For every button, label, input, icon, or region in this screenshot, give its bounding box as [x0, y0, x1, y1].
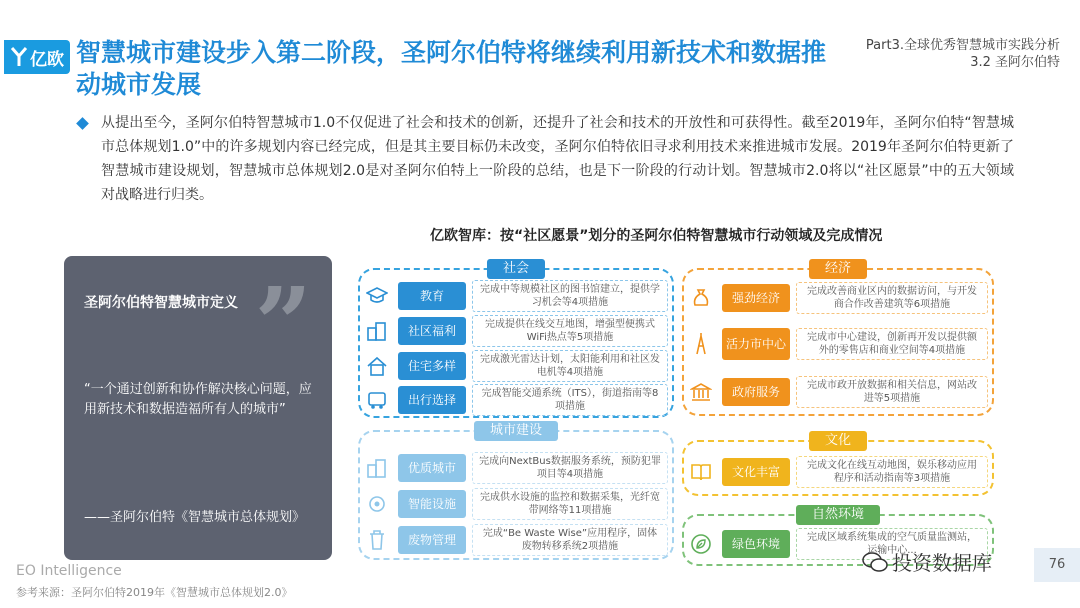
footer-reference: 参考来源：圣阿尔伯特2019年《智慧城市总体规划2.0》 — [16, 586, 293, 599]
desc-green-environment: 完成区域系统集成的空气质量监测站，运输中心... — [796, 528, 988, 560]
part-label: Part3.全球优秀智慧城市实践分析 — [865, 38, 1060, 53]
panel-label-culture: 文化 — [809, 431, 867, 451]
intro-paragraph — [74, 111, 1014, 207]
desc-culture-rich: 完成文化在线互动地图，娱乐移动应用程序和活动指南等3项措施 — [796, 456, 988, 488]
quote-mark-icon: ” — [254, 265, 312, 383]
tag-quality-city: 优质城市 — [398, 454, 466, 482]
desc-community-welfare: 完成提供在线交互地图，增强型便携式WiFi热点等5项措施 — [472, 315, 668, 347]
panel-culture — [682, 433, 994, 496]
chart-title: 亿欧智库：按“社区愿景”划分的圣阿尔伯特智慧城市行动领域及完成情况 — [430, 228, 883, 244]
desc-quality-city: 完成向NextBus数据服务系统，预防犯罪项目等4项措施 — [472, 452, 668, 484]
panel-label-urban: 城市建设 — [474, 421, 558, 441]
desc-waste-management: 完成“Be Waste Wise”应用程序，固体废物转移系统2项措施 — [472, 524, 668, 556]
money-bag-icon — [688, 285, 714, 311]
tag-smart-facility: 智能设施 — [398, 490, 466, 518]
tower-icon — [688, 331, 714, 357]
logo-text: 亿欧 — [30, 49, 64, 70]
panel-social — [358, 261, 674, 418]
desc-education: 完成中等规模社区的图书馆建立，提供学习机会等4项措施 — [472, 280, 668, 312]
definition-card — [64, 256, 332, 560]
desc-government-service: 完成市政开放数据和相关信息，网站改进等5项措施 — [796, 376, 988, 408]
tag-vibrant-downtown: 活力市中心 — [722, 328, 790, 360]
wechat-icon — [862, 551, 888, 573]
logo-y-icon — [10, 46, 28, 68]
list-item — [364, 384, 668, 416]
section-info — [866, 37, 1060, 71]
leaf-icon — [688, 531, 714, 557]
panel-label-social: 社会 — [487, 259, 545, 279]
list-item — [364, 280, 668, 312]
list-item — [688, 456, 988, 488]
list-item — [688, 328, 988, 360]
tag-government-service: 政府服务 — [722, 378, 790, 406]
book-icon — [688, 459, 714, 485]
yiou-logo — [4, 40, 70, 74]
list-item — [688, 282, 988, 314]
trash-icon — [364, 527, 390, 553]
tag-waste-management: 废物管理 — [398, 526, 466, 554]
tag-green-environment: 绿色环境 — [722, 530, 790, 558]
tag-travel: 出行选择 — [398, 386, 466, 414]
city-icon — [364, 455, 390, 481]
panel-economy — [682, 261, 994, 416]
car-icon — [364, 387, 390, 413]
footer-brand: EO Intelligence — [16, 563, 122, 579]
page-number: 76 — [1034, 548, 1080, 582]
definition-body: “一个通过创新和协作解决核心问题，应用新技术和数据造福所有人的城市” — [84, 382, 312, 417]
panel-label-economy: 经济 — [809, 259, 867, 279]
desc-vibrant-downtown: 完成市中心建设，创新再开发以提供额外的零售店和商业空间等4项措施 — [796, 328, 988, 360]
desc-strong-economy: 完成改善商业区内的数据访问，与开发商合作改善建筑等6项措施 — [796, 282, 988, 314]
intro-text: 从提出至今，圣阿尔伯特智慧城市1.0不仅促进了社会和技术的创新，还提升了社会和技术的开放性和可获得性。截至2019年，圣阿尔伯特“智慧城市总体规划1.0”中的许多规划内容已经完成，但是其主要目标仍未改变，圣阿尔伯特依旧寻求利用技术来推进城市发展。2019年圣阿尔伯特更新了智慧城市建设规划，智慧城市总体规划2.0是对圣阿尔伯特上一阶段的总结，也是下一阶段的行动计划。智慧城市2.0将以“社区愿景”中的五大领域对战略进行归类。 — [101, 115, 1014, 203]
tag-community-welfare: 社区福利 — [398, 317, 466, 345]
tag-education: 教育 — [398, 282, 466, 310]
page-title: 智慧城市建设步入第二阶段，圣阿尔伯特将继续利用新技术和数据推动城市发展 — [76, 38, 827, 99]
watermark-text: 投资数据库 — [892, 551, 992, 575]
list-item — [364, 488, 668, 520]
tag-culture-rich: 文化丰富 — [722, 458, 790, 486]
buildings-icon — [364, 318, 390, 344]
desc-smart-facility: 完成供水设施的监控和数据采集，光纤宽带网络等11项措施 — [472, 488, 668, 520]
list-item — [364, 350, 668, 382]
graduation-cap-icon — [364, 283, 390, 309]
watermark — [862, 547, 992, 576]
diamond-bullet-icon — [76, 117, 89, 130]
definition-source: ——圣阿尔伯特《智慧城市总体规划》 — [84, 510, 306, 525]
list-item — [364, 315, 668, 347]
section-label: 3.2 圣阿尔伯特 — [970, 55, 1060, 70]
desc-travel: 完成智能交通系统（ITS），街道指南等8项措施 — [472, 384, 668, 416]
house-icon — [364, 353, 390, 379]
panel-urban — [358, 423, 674, 560]
tag-housing: 住宅多样 — [398, 352, 466, 380]
desc-housing: 完成激光雷达计划，太阳能利用和社区发电机等4项措施 — [472, 350, 668, 382]
list-item — [364, 524, 668, 556]
facility-icon — [364, 491, 390, 517]
list-item — [364, 452, 668, 484]
list-item — [688, 376, 988, 408]
tag-strong-economy: 强劲经济 — [722, 284, 790, 312]
definition-title: 圣阿尔伯特智慧城市定义 — [84, 295, 238, 311]
government-icon — [688, 379, 714, 405]
panel-label-nature: 自然环境 — [796, 505, 880, 525]
